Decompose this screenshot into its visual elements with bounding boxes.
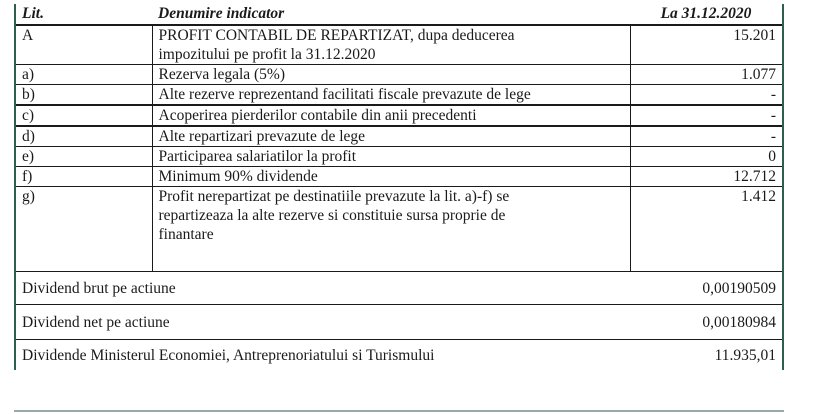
profit-distribution-table [16,4,782,370]
summary-row-dividend-brut [16,272,782,305]
row-value: 0 [630,147,782,167]
row-name-line: Profit nerepartizat pe destinatiile prevazute la lit. a)-f) se [158,188,510,205]
table-row-A [16,25,782,65]
row-name [152,25,630,65]
row-name: Alte rezerve reprezentand facilitati fiscale prevazute de lege [152,85,630,106]
header-date: La 31.12.2020 [660,5,752,22]
table-bottom-border [14,410,784,412]
table-header-row [16,4,782,25]
table-row-b [16,85,782,106]
summary-row-dividend-net [16,305,782,340]
profit-distribution-table-frame [14,4,784,370]
row-name-line: repartizeaza la alte rezerve si constituie sursa proprie de [158,207,506,224]
row-name: Alte repartizari prevazute de lege [152,126,630,147]
summary-value: 0,00180984 [630,305,782,340]
table-row-d [16,126,782,147]
table-row-f [16,167,782,187]
row-lit: e) [16,147,152,167]
row-name [152,187,630,272]
table-row-g [16,187,782,272]
summary-value: 0,00190509 [630,272,782,305]
row-name: Acoperirea pierderilor contabile din anii precedenti [152,105,630,126]
row-name: Rezerva legala (5%) [152,65,630,85]
row-lit: f) [16,167,152,187]
summary-label: Dividend brut pe actiune [16,272,630,305]
summary-value: 11.935,01 [630,340,782,371]
table-row-a [16,65,782,85]
summary-row-dividende-minister [16,340,782,371]
row-name-line: PROFIT CONTABIL DE REPARTIZAT, dupa deducerea [158,27,515,44]
row-name-line: finantare [158,226,214,243]
row-name-line: impozitului pe profit la 31.12.2020 [158,46,376,63]
row-value: - [630,126,782,147]
row-value: 12.712 [630,167,782,187]
summary-label: Dividend net pe actiune [16,305,630,340]
row-lit: b) [16,85,152,106]
table-row-c [16,105,782,126]
row-lit: d) [16,126,152,147]
row-name: Participarea salariatilor la profit [152,147,630,167]
row-name: Minimum 90% dividende [152,167,630,187]
row-value: 1.077 [630,65,782,85]
row-lit: c) [16,105,152,126]
row-lit: a) [16,65,152,85]
row-value: 1.412 [630,187,782,272]
row-lit: A [16,25,152,65]
row-lit: g) [16,187,152,272]
row-value: - [630,105,782,126]
row-value: 15.201 [630,25,782,65]
header-denumire: Denumire indicator [158,5,285,22]
header-lit: Lit. [22,5,44,22]
row-value: - [630,85,782,106]
table-row-e [16,147,782,167]
summary-label: Dividende Ministerul Economiei, Antreprenoriatului si Turismului [16,340,630,371]
